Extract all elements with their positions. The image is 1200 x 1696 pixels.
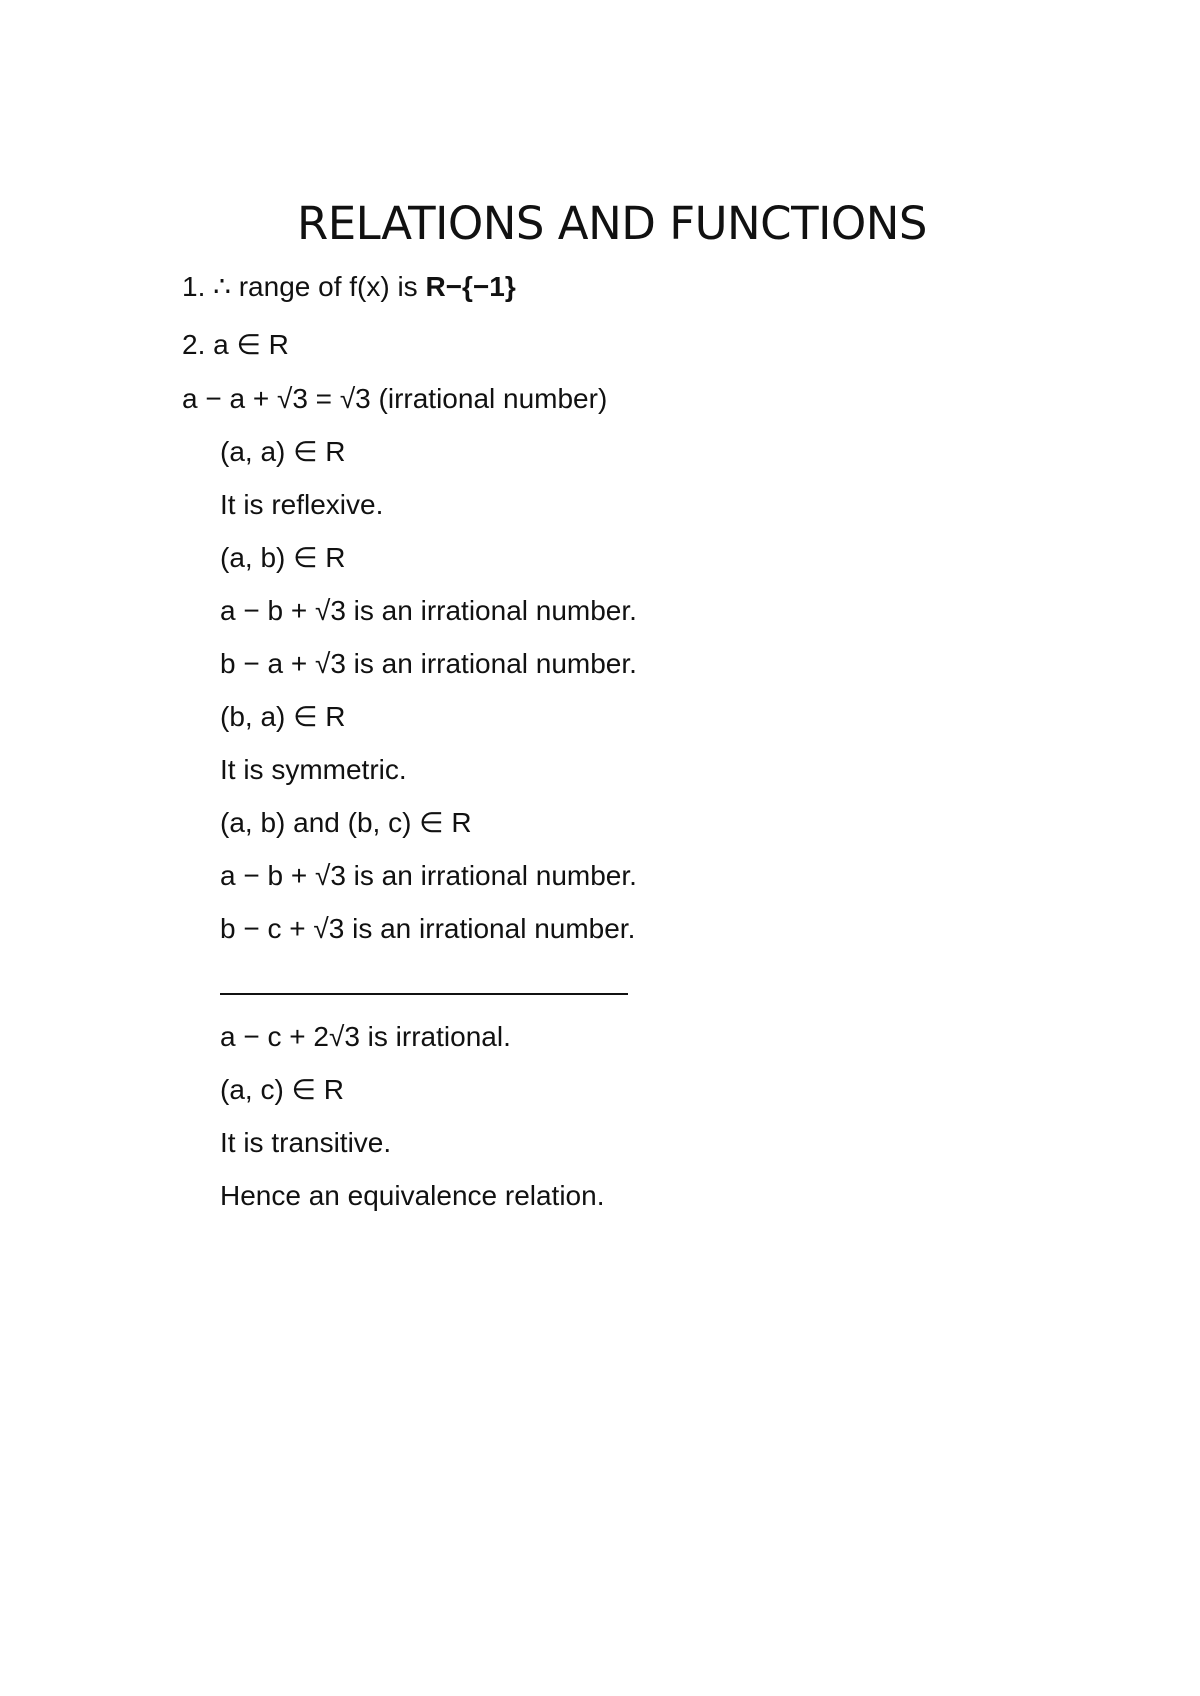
sum-divider (220, 993, 628, 995)
proof-line-15: Hence an equivalence relation. (220, 1180, 605, 1211)
proof-line-5: a − b + √3 is an irrational number. (220, 595, 637, 626)
page-title: RELATIONS AND FUNCTIONS (296, 197, 927, 250)
proof-line-11: b − c + √3 is an irrational number. (220, 913, 636, 944)
proof-line-3: It is reflexive. (220, 489, 384, 520)
item-1-text: 1. ∴ range of f(x) is (182, 271, 426, 302)
proof-line-1: a − a + √3 = √3 (irrational number) (182, 383, 608, 414)
proof-line-2: (a, a) ∈ R (220, 436, 346, 467)
proof-line-4: (a, b) ∈ R (220, 542, 346, 573)
proof-line-14: It is transitive. (220, 1127, 392, 1158)
proof-line-12: a − c + 2√3 is irrational. (220, 1021, 511, 1052)
proof-line-9: (a, b) and (b, c) ∈ R (220, 807, 472, 838)
proof-line-7: (b, a) ∈ R (220, 701, 346, 732)
item-2-label: 2. a ∈ R (182, 329, 289, 360)
proof-line-8: It is symmetric. (220, 754, 407, 785)
proof-line-13: (a, c) ∈ R (220, 1074, 344, 1105)
proof-line-10: a − b + √3 is an irrational number. (220, 860, 637, 891)
item-1-answer: R−{−1} (425, 271, 516, 302)
proof-line-6: b − a + √3 is an irrational number. (220, 648, 637, 679)
item-1 (182, 270, 516, 304)
